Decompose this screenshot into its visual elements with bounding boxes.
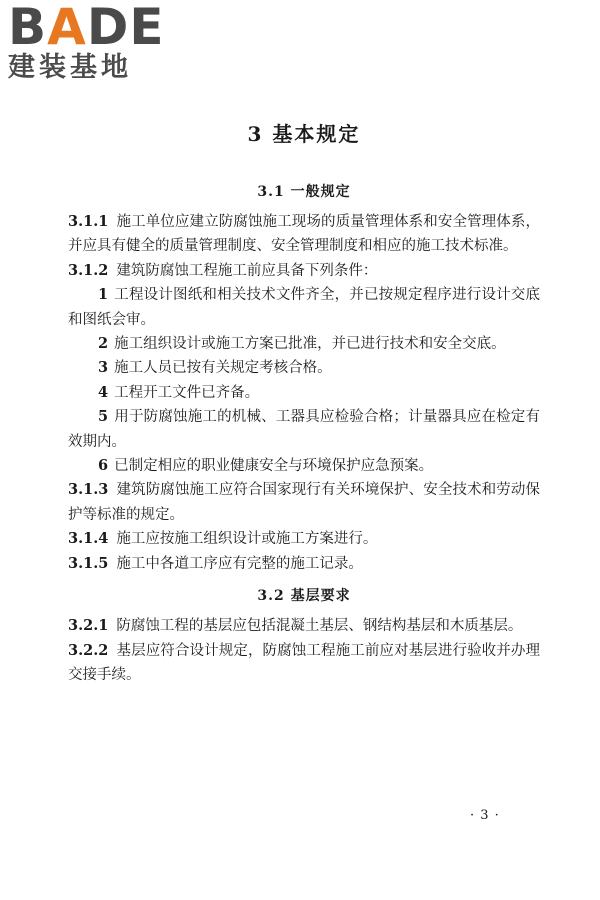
clause-number: 3.1.1 (68, 213, 109, 230)
list-item (68, 332, 540, 356)
clause-text: 基层应符合设计规定，防腐蚀工程施工前应对基层进行验收并办理交接手续。 (68, 642, 540, 683)
logo-letters-de: DE (86, 0, 165, 56)
item-text: 工程设计图纸和相关技术文件齐全，并已按规定程序进行设计交底和图纸会审。 (68, 287, 540, 328)
logo-chinese-text: 建装基地 (8, 52, 132, 83)
clause-text: 建筑防腐蚀工程施工前应具备下列条件： (116, 262, 378, 279)
section-title: 3.2 基层要求 (257, 588, 351, 605)
logo-letter-a: A (47, 0, 87, 56)
item-number: 1 (98, 286, 109, 304)
clause (68, 527, 540, 551)
clause-number: 3.1.4 (68, 530, 109, 548)
clause-text: 施工应按施工组织设计或施工方案进行。 (116, 531, 378, 548)
list-item (68, 405, 540, 454)
item-text: 工程开工文件已齐备。 (114, 384, 260, 401)
page-number: · 3 · (470, 808, 500, 823)
item-number: 5 (98, 408, 109, 426)
list-item (68, 283, 540, 332)
page-content (68, 118, 540, 687)
item-number: 2 (98, 335, 109, 353)
item-number: 3 (98, 359, 109, 377)
item-text: 已制定相应的职业健康安全与环境保护应急预案。 (114, 458, 434, 475)
clause (68, 552, 540, 576)
list-item (68, 381, 540, 405)
clause-number: 3.2.2 (68, 641, 109, 659)
clause (68, 639, 540, 688)
item-number: 4 (98, 383, 109, 401)
clause-text: 建筑防腐蚀施工应符合国家现行有关环境保护、安全技术和劳动保护等标准的规定。 (68, 482, 540, 523)
chapter-title: 3 基本规定 (247, 122, 361, 146)
logo-latin-text (8, 0, 178, 56)
section-title: 3.1 一般规定 (257, 184, 351, 200)
clause-number: 3.1.2 (68, 261, 109, 279)
clause (68, 210, 540, 259)
list-item (68, 454, 540, 478)
clause-number: 3.1.5 (68, 554, 109, 572)
item-text: 施工人员已按有关规定考核合格。 (114, 360, 332, 377)
clause-number: 3.2.1 (68, 617, 109, 635)
item-text: 用于防腐蚀施工的机械、工器具应检验合格；计量器具应在检定有效期内。 (68, 409, 540, 450)
clause (68, 614, 540, 638)
item-text: 施工组织设计或施工方案已批准，并已进行技术和安全交底。 (114, 336, 506, 353)
list-item (68, 356, 540, 380)
logo (8, 2, 178, 84)
clause-text: 防腐蚀工程的基层应包括混凝土基层、钢结构基层和木质基层。 (116, 618, 523, 635)
clause-text: 施工中各道工序应有完整的施工记录。 (116, 555, 363, 572)
clause-number: 3.1.3 (68, 481, 109, 499)
clause (68, 478, 540, 527)
item-number: 6 (98, 457, 109, 475)
logo-letter-b: B (8, 0, 48, 56)
clause (68, 259, 540, 283)
clause-text: 施工单位应建立防腐蚀施工现场的质量管理体系和安全管理体系，并应具有健全的质量管理制度、安全管理制度和相应的施工技术标准。 (68, 214, 540, 255)
